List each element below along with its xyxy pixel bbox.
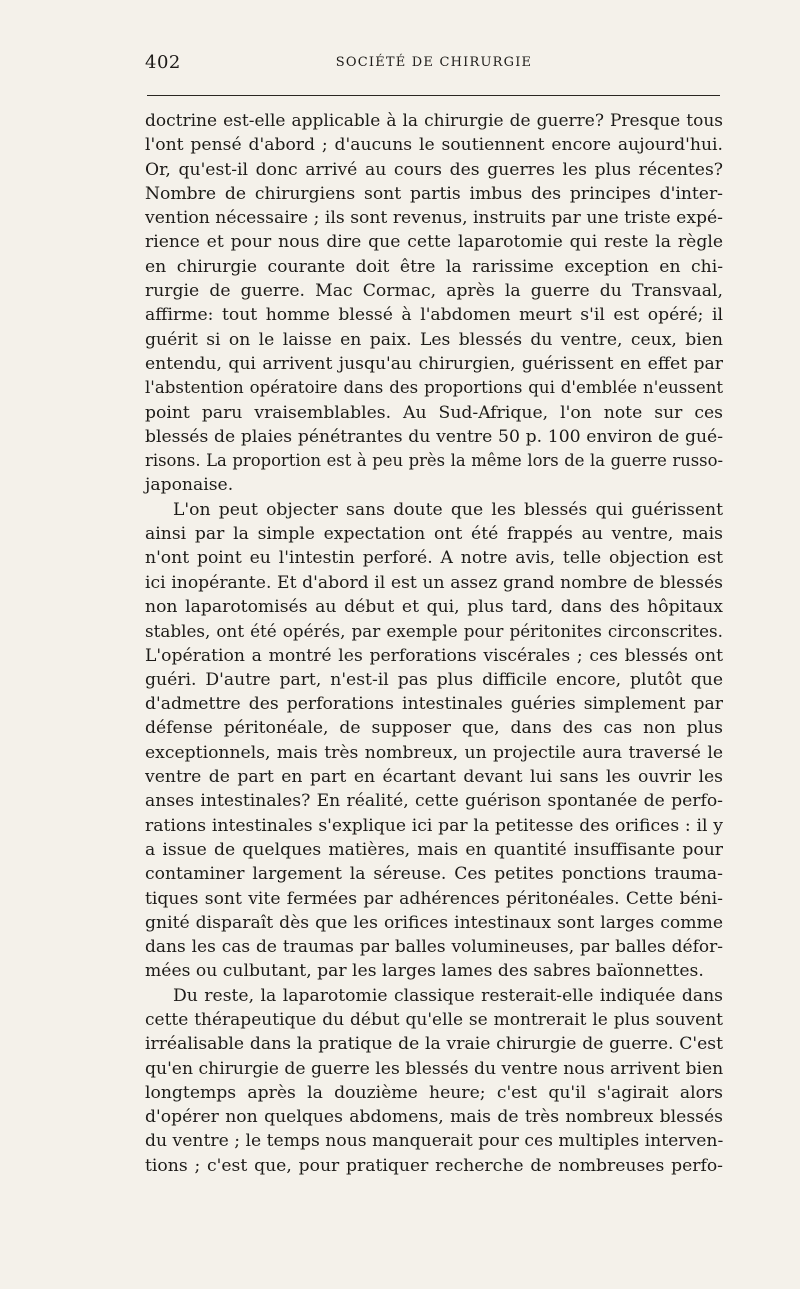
text-line: vention nécessaire ; ils sont revenus, instruits par une triste expé-	[145, 208, 723, 229]
text-line: risons. La proportion est à peu près la même lors de la guerre russo-	[145, 451, 723, 471]
text-line: L'on peut objecter sans doute que les blessés qui guérissent	[173, 499, 723, 520]
text-line: cette thérapeutique du début qu'elle se montrerait le plus souvent	[145, 1009, 723, 1030]
text-line: ainsi par la simple expectation ont été frappés au ventre, mais	[145, 524, 723, 545]
text-line: rience et pour nous dire que cette laparotomie qui reste la règle	[145, 232, 723, 253]
text-line: défense péritonéale, de supposer que, dans des cas non plus	[145, 718, 723, 739]
text-line: point paru vraisemblables. Au Sud-Afrique, l'on note sur ces	[145, 402, 723, 423]
text-line: blessés de plaies pénétrantes du ventre 50 p. 100 environ de gué-	[145, 426, 723, 447]
text-line: japonaise.	[145, 475, 234, 496]
text-line: longtemps après la douzième heure; c'est qu'il s'agirait alors	[145, 1082, 723, 1103]
text-line: guéri. D'autre part, n'est-il pas plus difficile encore, plutôt que	[145, 669, 723, 690]
text-line: anses intestinales? En réalité, cette guérison spontanée de perfo-	[145, 791, 723, 812]
text-line: d'admettre des perforations intestinales guéries simplement par	[145, 694, 723, 715]
text-line: ventre de part en part en écartant devant lui sans les ouvrir les	[145, 767, 723, 788]
text-line: l'abstention opératoire dans des proportions qui d'emblée n'eussent	[145, 378, 723, 398]
text-line: guérit si on le laisse en paix. Les blessés du ventre, ceux, bien	[145, 329, 723, 350]
text-line: du ventre ; le temps nous manquerait pour ces multiples interven-	[145, 1131, 724, 1152]
text-line: tions ; c'est que, pour pratiquer recherche de nombreuses perfo-	[145, 1155, 723, 1176]
page-number: 402	[145, 52, 181, 73]
header-rule	[147, 95, 720, 96]
text-line: ici inopérante. Et d'abord il est un assez grand nombre de blessés	[145, 572, 723, 593]
text-line: mées ou culbutant, par les larges lames des sabres baïonnettes.	[145, 961, 704, 982]
text-line: n'ont point eu l'intestin perforé. A notre avis, telle objection est	[145, 548, 723, 569]
text-line: rurgie de guerre. Mac Cormac, après la guerre du Transvaal,	[145, 281, 723, 302]
text-line: irréalisable dans la pratique de la vraie chirurgie de guerre. C'est	[145, 1034, 723, 1055]
text-line: rations intestinales s'explique ici par la petitesse des orifices : il y	[145, 815, 723, 836]
text-line: entendu, qui arrivent jusqu'au chirurgien, guérissent en effet par	[145, 353, 723, 374]
text-line: en chirurgie courante doit être la rarissime exception en chi-	[145, 256, 723, 277]
running-title: SOCIÉTÉ DE CHIRURGIE	[335, 55, 533, 70]
text-line: a issue de quelques matières, mais en quantité insuffisante pour	[145, 839, 723, 860]
text-line: stables, ont été opérés, par exemple pour péritonites circonscrites.	[145, 621, 723, 642]
text-line: qu'en chirurgie de guerre les blessés du ventre nous arrivent bien	[145, 1058, 724, 1079]
text-line: Du reste, la laparotomie classique resterait-elle indiquée dans	[173, 985, 723, 1006]
text-line: contaminer largement la séreuse. Ces petites ponctions trauma-	[145, 864, 723, 885]
text-line: d'opérer non quelques abdomens, mais de très nombreux blessés	[145, 1107, 723, 1128]
body-text	[145, 109, 723, 1178]
text-line: affirme: tout homme blessé à l'abdomen meurt s'il est opéré; il	[145, 305, 723, 326]
text-line: l'ont pensé d'abord ; d'aucuns le soutiennent encore aujourd'hui.	[145, 135, 723, 156]
text-line: dans les cas de traumas par balles volumineuses, par balles défor-	[145, 937, 723, 958]
text-line: non laparotomisés au début et qui, plus tard, dans des hôpitaux	[145, 596, 723, 617]
text-line: exceptionnels, mais très nombreux, un projectile aura traversé le	[145, 742, 723, 763]
text-line: Nombre de chirurgiens sont partis imbus des principes d'inter-	[145, 183, 723, 204]
text-line: tiques sont vite fermées par adhérences péritonéales. Cette béni-	[145, 888, 723, 909]
text-line: gnité disparaît dès que les orifices intestinaux sont larges comme	[145, 912, 723, 933]
text-line: doctrine est-elle applicable à la chirurgie de guerre? Presque tous	[145, 111, 723, 131]
page-header	[145, 52, 723, 76]
text-line: L'opération a montré les perforations viscérales ; ces blessés ont	[145, 645, 723, 666]
text-line: Or, qu'est-il donc arrivé au cours des guerres les plus récentes?	[145, 159, 723, 180]
